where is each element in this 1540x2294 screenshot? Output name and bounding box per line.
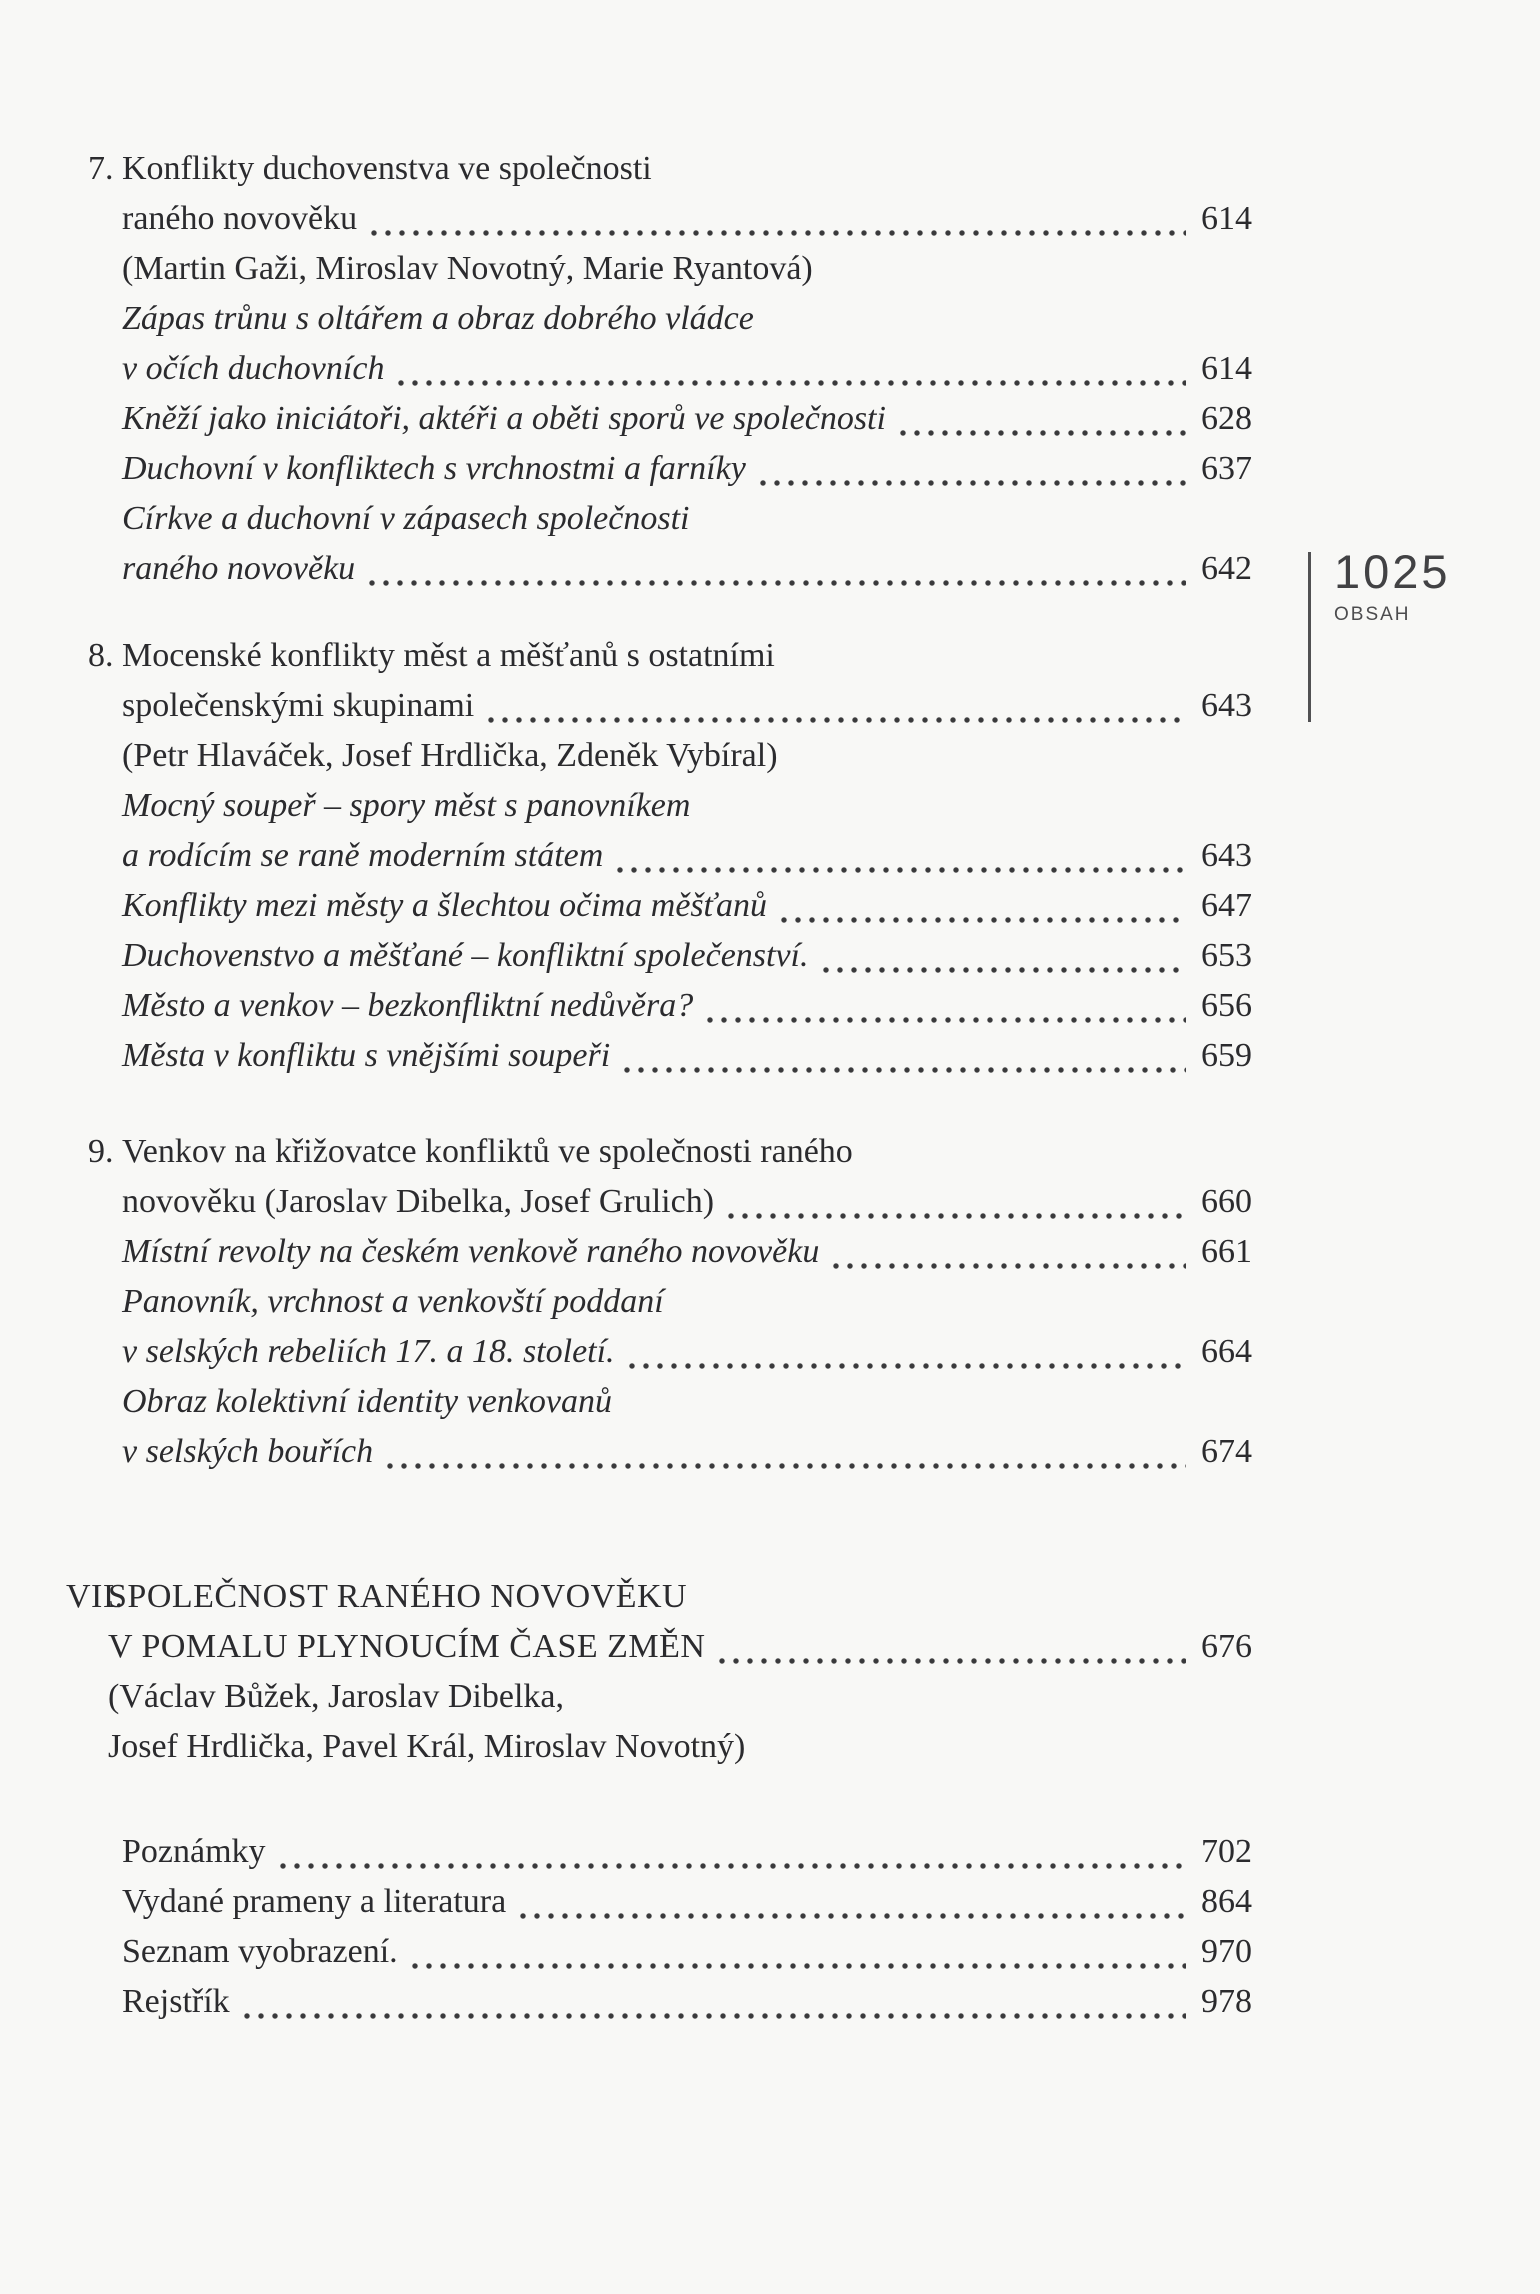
toc-entry-text: novověku (Jaroslav Dibelka, Josef Grulich) — [122, 1183, 715, 1220]
page-number: 628 — [1201, 400, 1252, 437]
toc-section-7 — [88, 150, 1252, 600]
page-number: 978 — [1201, 1983, 1252, 2020]
toc-entry — [66, 1678, 1252, 1728]
page-number: 970 — [1201, 1933, 1252, 1970]
page-number: 614 — [1201, 200, 1252, 237]
toc-entry — [88, 737, 1252, 787]
page-number: 656 — [1201, 987, 1252, 1024]
page-number: 674 — [1201, 1433, 1252, 1470]
dot-leader — [387, 1463, 1186, 1469]
toc-entry — [88, 1883, 1252, 1933]
toc-entry — [88, 400, 1252, 450]
toc-entry-text: Mocenské konflikty měst a měšťanů s ostatními — [122, 637, 775, 674]
toc-entry-text: Město a venkov – bezkonfliktní nedůvěra? — [122, 987, 694, 1024]
page-number: 653 — [1201, 937, 1252, 974]
margin-divider — [1308, 552, 1311, 722]
page-number: 637 — [1201, 450, 1252, 487]
page-number: 659 — [1201, 1037, 1252, 1074]
margin-label: OBSAH — [1334, 604, 1411, 625]
dot-leader — [412, 1963, 1186, 1969]
toc-backmatter — [88, 1833, 1252, 2033]
dot-leader — [624, 1067, 1186, 1073]
toc-entry — [88, 937, 1252, 987]
page-number: 664 — [1201, 1333, 1252, 1370]
dot-leader — [369, 580, 1186, 586]
toc-entry-text: Seznam vyobrazení. — [122, 1933, 398, 1970]
toc-entry — [88, 250, 1252, 300]
toc-entry — [88, 200, 1252, 250]
dot-leader — [781, 917, 1186, 923]
toc-entry-text: raného novověku — [122, 550, 356, 587]
toc-entry-text: a rodícím se raně moderním státem — [122, 837, 604, 874]
toc-entry-text: Konflikty mezi městy a šlechtou očima měšťanů — [122, 887, 768, 924]
toc-entry — [88, 300, 1252, 350]
toc-entry-text: Církve a duchovní v zápasech společnosti — [122, 500, 690, 537]
toc-entry-text: Rejstřík — [122, 1983, 230, 2020]
page-number: 614 — [1201, 350, 1252, 387]
toc-entry-text: Místní revolty na českém venkově raného novověku — [122, 1233, 820, 1270]
toc-entry-authors: Josef Hrdlička, Pavel Král, Miroslav Novotný) — [108, 1728, 746, 1765]
dot-leader — [707, 1017, 1186, 1023]
toc-entry — [88, 1037, 1252, 1087]
toc-entry-text: v selských bouřích — [122, 1433, 374, 1470]
page-number: 643 — [1201, 837, 1252, 874]
dot-leader — [244, 2013, 1186, 2019]
toc-entry — [88, 350, 1252, 400]
toc-entry-text: Mocný soupeř – spory měst s panovníkem — [122, 787, 691, 824]
toc-section-9 — [88, 1133, 1252, 1483]
dot-leader — [728, 1213, 1186, 1219]
page-number: 642 — [1201, 550, 1252, 587]
page-number: 661 — [1201, 1233, 1252, 1270]
toc-entry-text: Zápas trůnu s oltářem a obraz dobrého vládce — [122, 300, 754, 337]
dot-leader — [371, 230, 1186, 236]
dot-leader — [488, 717, 1186, 723]
page-number: 676 — [1201, 1628, 1252, 1665]
toc-entry — [88, 450, 1252, 500]
toc-entry — [66, 1628, 1252, 1678]
toc-entry — [88, 1983, 1252, 2033]
dot-leader — [629, 1363, 1186, 1369]
dot-leader — [823, 967, 1186, 973]
toc-column — [66, 150, 1252, 2033]
toc-entry — [66, 1578, 1252, 1628]
toc-entry — [66, 1728, 1252, 1778]
toc-entry — [88, 787, 1252, 837]
toc-entry-authors: (Petr Hlaváček, Josef Hrdlička, Zdeněk Vybíral) — [122, 737, 778, 774]
toc-entry-text: v očích duchovních — [122, 350, 385, 387]
toc-entry-text: raného novověku — [122, 200, 358, 237]
dot-leader — [760, 480, 1186, 486]
toc-entry — [88, 1133, 1252, 1183]
toc-entry-text: Poznámky — [122, 1833, 266, 1870]
toc-entry — [88, 987, 1252, 1037]
toc-entry-text: společenskými skupinami — [122, 687, 475, 724]
toc-entry — [88, 1383, 1252, 1433]
toc-entry — [88, 1433, 1252, 1483]
dot-leader — [833, 1263, 1186, 1269]
toc-entry-text: Duchovenstvo a měšťané – konfliktní společenství. — [122, 937, 809, 974]
toc-entry-text: Duchovní v konfliktech s vrchnostmi a farníky — [122, 450, 746, 487]
section-number: 8. — [88, 637, 114, 674]
toc-entry — [88, 687, 1252, 737]
section-number: 7. — [88, 150, 114, 187]
page-number: 647 — [1201, 887, 1252, 924]
page-number: 660 — [1201, 1183, 1252, 1220]
toc-entry — [88, 1283, 1252, 1333]
toc-entry — [88, 887, 1252, 937]
section-number: VII. — [66, 1578, 124, 1615]
toc-entry — [88, 550, 1252, 600]
dot-leader — [900, 430, 1186, 436]
page-number: 643 — [1201, 687, 1252, 724]
toc-entry — [88, 837, 1252, 887]
dot-leader — [280, 1863, 1186, 1869]
toc-section-vii — [66, 1578, 1252, 1778]
margin-page-number: 1025 — [1334, 545, 1451, 598]
toc-section-8 — [88, 637, 1252, 1087]
toc-entry-text: Venkov na křižovatce konfliktů ve společnosti raného — [122, 1133, 853, 1170]
toc-entry-text: v selských rebeliích 17. a 18. století. — [122, 1333, 615, 1370]
toc-entry-text: SPOLEČNOST RANÉHO NOVOVĚKU — [108, 1578, 688, 1615]
section-number: 9. — [88, 1133, 114, 1170]
toc-entry-text: Města v konfliktu s vnějšími soupeři — [122, 1037, 611, 1074]
dot-leader — [617, 867, 1186, 873]
page-number: 864 — [1201, 1883, 1252, 1920]
toc-entry — [88, 637, 1252, 687]
toc-entry-text: Konflikty duchovenstva ve společnosti — [122, 150, 652, 187]
toc-entry — [88, 1333, 1252, 1383]
dot-leader — [398, 380, 1186, 386]
toc-entry-authors: (Martin Gaži, Miroslav Novotný, Marie Ryantová) — [122, 250, 813, 287]
page-number: 702 — [1201, 1833, 1252, 1870]
dot-leader — [520, 1913, 1186, 1919]
toc-entry — [88, 1933, 1252, 1983]
toc-entry-text: Kněží jako iniciátoři, aktéři a oběti sporů ve společnosti — [122, 400, 886, 437]
dot-leader — [719, 1658, 1186, 1664]
toc-entry — [88, 1233, 1252, 1283]
toc-entry — [88, 150, 1252, 200]
toc-entry-text: Panovník, vrchnost a venkovští poddaní — [122, 1283, 664, 1320]
toc-entry — [88, 500, 1252, 550]
toc-entry-text: Vydané prameny a literatura — [122, 1883, 507, 1920]
toc-entry — [88, 1833, 1252, 1883]
toc-entry-authors: (Václav Bůžek, Jaroslav Dibelka, — [108, 1678, 564, 1715]
toc-entry-text: Obraz kolektivní identity venkovanů — [122, 1383, 612, 1420]
toc-entry — [88, 1183, 1252, 1233]
toc-entry-text: V POMALU PLYNOUCÍM ČASE ZMĚN — [108, 1628, 706, 1665]
